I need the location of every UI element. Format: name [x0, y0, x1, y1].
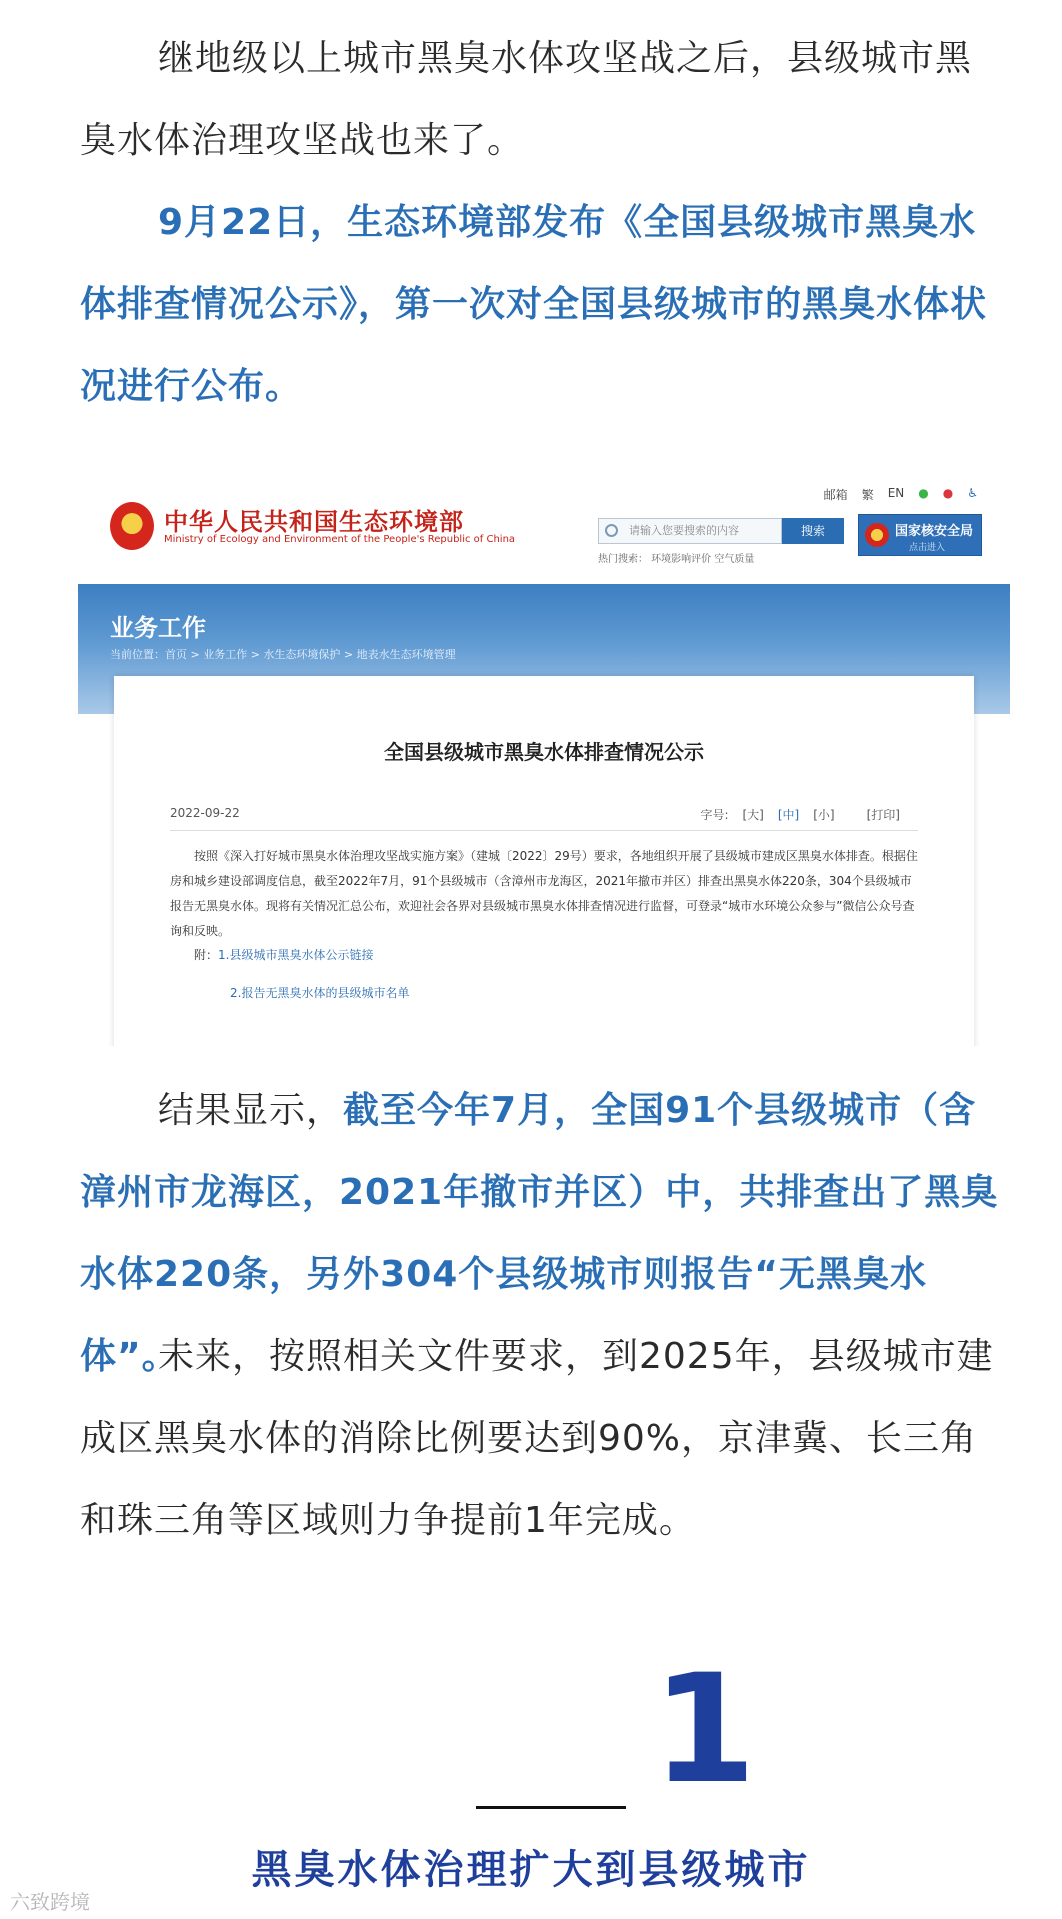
search-button[interactable]: 搜索 [782, 518, 844, 544]
search-icon [605, 524, 618, 537]
paragraph-intro-text: 继地级以上城市黑臭水体攻坚战之后，县级城市黑臭水体治理攻坚战也来了。 [80, 38, 973, 161]
font-large-button[interactable]: [大] [742, 808, 764, 822]
site-header [78, 478, 1010, 578]
traditional-link[interactable]: 繁 [861, 488, 874, 502]
attachment-link-2[interactable]: 2.报告无黑臭水体的县级城市名单 [230, 986, 410, 1000]
site-name-cn: 中华人民共和国生态环境部 [164, 508, 464, 536]
mail-link[interactable]: 邮箱 [823, 488, 848, 502]
banner-title: 业务工作 [110, 614, 206, 642]
nsa-link-button[interactable] [858, 514, 982, 556]
search-placeholder: 请输入您要搜索的内容 [629, 524, 739, 537]
english-link[interactable]: EN [887, 486, 905, 500]
watermark: 六致跨境 [10, 1890, 90, 1914]
section-title: 黑臭水体治理扩大到县级城市 [251, 1847, 811, 1893]
font-size-label: 字号: [700, 808, 729, 822]
breadcrumb[interactable]: 当前位置：首页 > 业务工作 > 水生态环境保护 > 地表水生态环境管理 [110, 648, 456, 661]
top-links [824, 486, 978, 503]
paragraph-announcement [80, 182, 1000, 428]
site-name-en: Ministry of Ecology and Environment of the People's Republic of China [164, 534, 516, 545]
national-emblem-icon [110, 502, 154, 550]
document-title: 全国县级城市黑臭水体排查情况公示 [384, 740, 704, 764]
font-small-button[interactable]: [小] [813, 808, 835, 822]
nsa-emblem-icon [865, 523, 889, 547]
website-screenshot [78, 478, 1010, 1046]
paragraph-future [80, 1316, 1000, 1562]
wechat-icon[interactable]: ● [918, 486, 929, 500]
paragraph-results-highlight: 截至今年7月，全国91个县级城市（含漳州市龙海区，2021年撤市并区）中，共排查出了黑臭水体220条，另外304个县级城市则报告“无黑臭水体”。 [80, 1090, 999, 1377]
document-date: 2022-09-22 [170, 806, 240, 820]
font-medium-button[interactable]: [中] [777, 808, 800, 822]
paragraph-results-lead: 结果显示， [158, 1090, 344, 1131]
attachment-row [194, 946, 373, 963]
hot-search[interactable]: 热门搜索： 环境影响评价 空气质量 [598, 554, 755, 565]
print-button[interactable]: [打印] [866, 808, 900, 822]
weibo-icon[interactable]: ● [942, 486, 954, 500]
document-body: 按照《深入打好城市黑臭水体治理攻坚战实施方案》（建城〔2022〕29号）要求，各地组织开展了县级城市建成区黑臭水体排查。根据住房和城乡建设部调度信息，截至2022年7月，91个县级城市（含漳州市龙海区，2021年撤市并区）排查出黑臭水体220条，304个县级城市报告无黑臭水体。现将有关情况汇总公布，欢迎社会各界对县级城市黑臭水体排查情况进行监督，可登录“城市水环境公众参与”微信公众号查询和反映。 [170, 849, 918, 938]
nsa-enter: 点击进入 [909, 543, 946, 553]
section-divider-line [476, 1806, 626, 1809]
divider [170, 830, 918, 831]
paragraph-announcement-text: 9月22日，生态环境部发布《全国县级城市黑臭水体排查情况公示》，第一次对全国县级城市的黑臭水体状况进行公布。 [80, 202, 988, 407]
attachment-link-1[interactable]: 1.县级城市黑臭水体公示链接 [218, 948, 374, 962]
section-number: 1 [652, 1643, 757, 1817]
paragraph-intro [80, 18, 1000, 182]
search-input[interactable] [598, 518, 782, 544]
font-size-controls [700, 806, 900, 823]
attachment-label: 附： [194, 948, 219, 962]
document-card [114, 676, 974, 1046]
accessibility-icon[interactable]: ♿ [967, 486, 978, 500]
nsa-name: 国家核安全局 [895, 524, 974, 539]
paragraph-future-text: 未来，按照相关文件要求，到2025年，县级城市建成区黑臭水体的消除比例要达到90%，京津冀、长三角和珠三角等区域则力争提前1年完成。 [80, 1336, 994, 1541]
